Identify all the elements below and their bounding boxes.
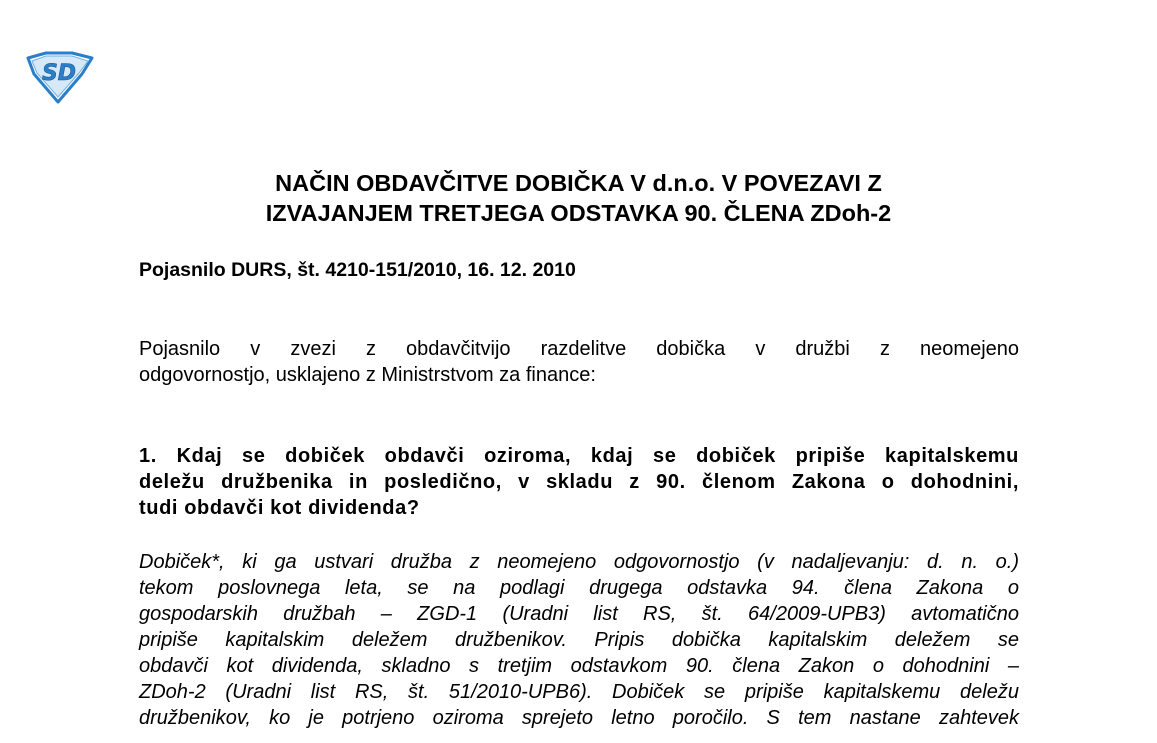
paragraph-line: odgovornostjo, usklajeno z Ministrstvom za finance: <box>139 364 596 386</box>
answer-line: obdavči kot dividenda, skladno s tretjim odstavkom 90. člena Zakon o dohodnini – <box>139 655 1019 677</box>
answer-line: gospodarskih družbah – ZGD-1 (Uradni list RS, št. 64/2009-UPB3) avtomatično <box>139 603 1019 625</box>
document-title <box>0 168 1157 228</box>
answer-paragraph <box>139 549 1019 731</box>
answer-line: družbenikov, ko je potrjeno oziroma sprejeto letno poročilo. S tem nastane zahtevek <box>139 707 1019 729</box>
title-line: NAČIN OBDAVČITVE DOBIČKA V d.n.o. V POVEZAVI Z <box>275 170 882 196</box>
answer-line: Dobiček*, ki ga ustvari družba z neomejeno odgovornostjo (v nadaljevanju: d. n. o.) <box>139 551 1019 573</box>
logo-lettering: SD <box>41 61 77 86</box>
question-heading <box>139 443 1019 521</box>
answer-line: pripiše kapitalskim deležem družbenikov. Pripis dobička kapitalskim deležem se <box>139 629 1019 651</box>
document-reference: Pojasnilo DURS, št. 4210-151/2010, 16. 12. 2010 <box>139 259 576 281</box>
question-line: deležu družbenika in posledično, v skladu z 90. členom Zakona o dohodnini, <box>139 471 1019 493</box>
question-line: tudi obdavči kot dividenda? <box>139 497 420 519</box>
intro-paragraph <box>139 336 1019 388</box>
paragraph-line: Pojasnilo v zvezi z obdavčitvijo razdelitve dobička v družbi z neomejeno <box>139 338 1019 360</box>
company-logo <box>22 50 96 104</box>
question-line: 1. Kdaj se dobiček obdavči oziroma, kdaj se dobiček pripiše kapitalskemu <box>139 445 1019 467</box>
title-line: IZVAJANJEM TRETJEGA ODSTAVKA 90. ČLENA ZDoh-2 <box>265 200 892 226</box>
answer-line: ZDoh-2 (Uradni list RS, št. 51/2010-UPB6). Dobiček se pripiše kapitalskemu deležu <box>139 681 1019 703</box>
answer-line: tekom poslovnega leta, se na podlagi drugega odstavka 94. člena Zakona o <box>139 577 1019 599</box>
